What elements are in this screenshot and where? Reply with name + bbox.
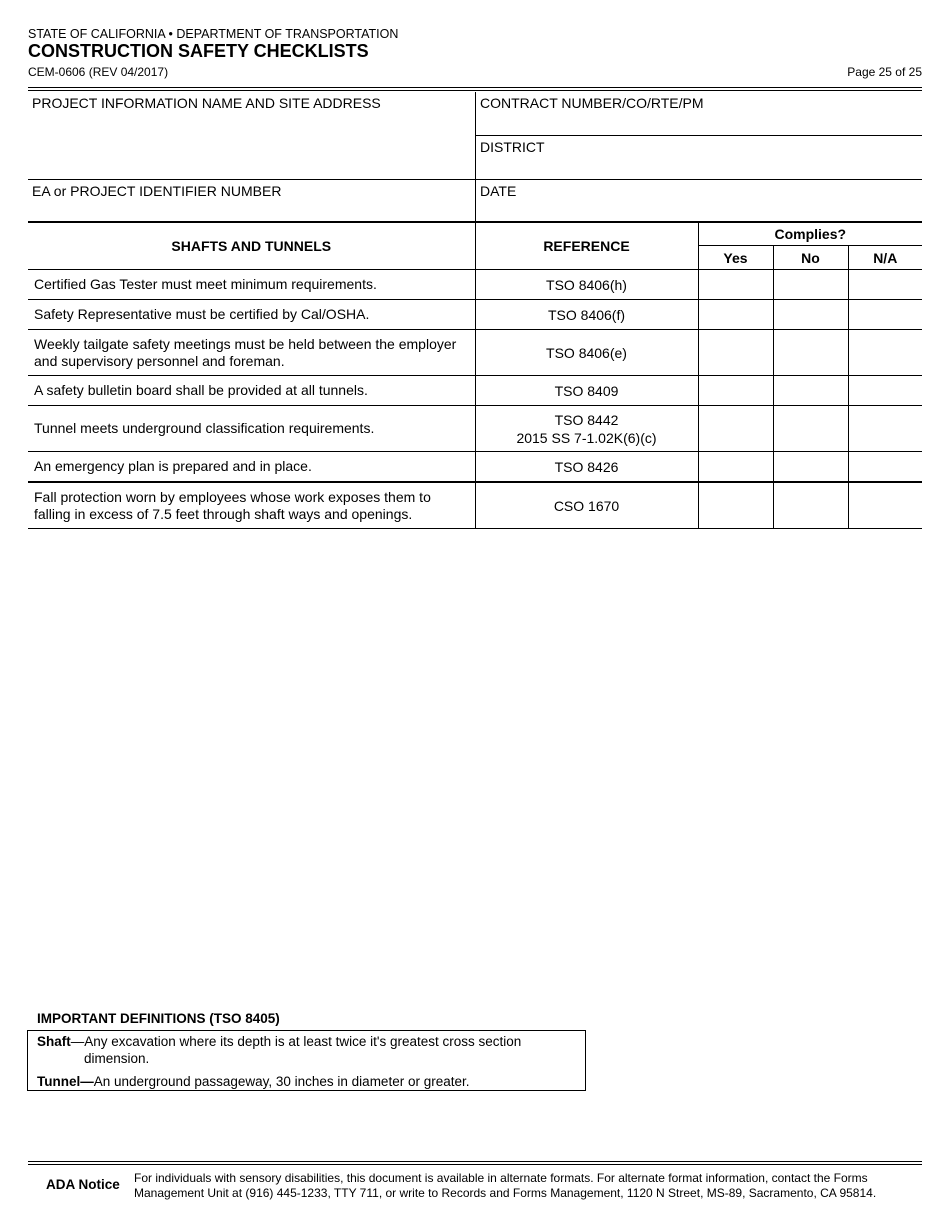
agency-name: STATE OF CALIFORNIA • DEPARTMENT OF TRANSPORTATION [28,27,399,41]
shaft-text: —Any excavation where its depth is at least twice it's greatest cross section [70,1034,522,1049]
ea-identifier-label: EA or PROJECT IDENTIFIER NUMBER [32,183,282,199]
project-info-label: PROJECT INFORMATION NAME AND SITE ADDRESS [32,95,381,111]
checklist-item: An emergency plan is prepared and in place. [28,452,475,483]
yes-checkbox[interactable] [698,300,773,330]
table-row [28,406,922,452]
no-checkbox[interactable] [773,406,848,452]
tunnel-term: Tunnel— [37,1074,94,1089]
definitions-title: IMPORTANT DEFINITIONS (TSO 8405) [37,1011,280,1026]
yes-checkbox[interactable] [698,270,773,300]
no-checkbox[interactable] [773,300,848,330]
no-checkbox[interactable] [773,330,848,376]
reference-text: TSO 8406(e) [546,344,627,361]
page-number: Page 25 of 25 [847,65,922,79]
checklist-item: Safety Representative must be certified by Cal/OSHA. [28,300,475,330]
date-field[interactable] [476,180,923,224]
no-checkbox[interactable] [773,376,848,406]
no-header: No [773,246,848,270]
na-checkbox[interactable] [848,406,922,452]
reference-text: CSO 1670 [553,497,620,514]
contract-number-label: CONTRACT NUMBER/CO/RTE/PM [480,95,704,111]
complies-header: Complies? [698,223,922,246]
table-row [28,300,922,330]
header-divider [28,87,922,91]
reference-cell [475,482,698,529]
table-row [28,482,922,529]
yes-checkbox[interactable] [698,482,773,529]
district-field[interactable] [476,136,923,180]
reference-text-secondary: 2015 SS 7-1.02K(6)(c) [516,429,657,446]
form-title: CONSTRUCTION SAFETY CHECKLISTS [28,41,369,61]
shaft-text-continued: dimension. [84,1051,150,1066]
na-checkbox[interactable] [848,330,922,376]
reference-cell [475,270,698,300]
na-header: N/A [848,246,922,270]
na-checkbox[interactable] [848,300,922,330]
no-checkbox[interactable] [773,452,848,483]
definitions-box [27,1030,586,1091]
reference-cell [475,330,698,376]
checklist-item: Tunnel meets underground classification requirements. [28,406,475,452]
na-checkbox[interactable] [848,482,922,529]
contract-number-field[interactable] [476,92,923,136]
reference-text: TSO 8426 [554,458,619,475]
na-checkbox[interactable] [848,452,922,483]
reference-text: TSO 8406(f) [547,306,626,323]
checklist-table [28,223,922,529]
reference-text: TSO 8442 [554,411,619,428]
section-header: SHAFTS AND TUNNELS [28,223,475,270]
na-checkbox[interactable] [848,376,922,406]
ada-notice-label: ADA Notice [46,1177,120,1192]
ada-notice-text: For individuals with sensory disabilities, this document is available in alternate formats. For alternate format information, contact the Forms Management Unit at (916) 445-1233, TTY 711, or write to Records and Forms Management, 1120 N Street, MS-89, Sacramento, CA 95814. [134,1171,877,1200]
table-row [28,452,922,483]
tunnel-definition [37,1073,469,1090]
checklist-item: Weekly tailgate safety meetings must be held between the employer and supervisory personnel and foreman. [28,330,475,376]
shaft-definition [37,1033,577,1067]
yes-checkbox[interactable] [698,330,773,376]
form-number: CEM-0606 (REV 04/2017) [28,65,169,79]
na-checkbox[interactable] [848,270,922,300]
district-label: DISTRICT [480,139,545,155]
reference-text: TSO 8409 [554,382,619,399]
yes-checkbox[interactable] [698,452,773,483]
tunnel-text: An underground passageway, 30 inches in diameter or greater. [93,1074,470,1089]
footer-divider [28,1161,922,1165]
reference-cell [475,452,698,483]
checklist-item: Certified Gas Tester must meet minimum requirements. [28,270,475,300]
table-row [28,270,922,300]
checklist-item: Fall protection worn by employees whose work exposes them to falling in excess of 7.5 feet through shaft ways and openings. [28,482,475,529]
ea-identifier-field[interactable] [28,180,476,224]
project-info-table [28,92,922,223]
yes-checkbox[interactable] [698,376,773,406]
checklist-item: A safety bulletin board shall be provided at all tunnels. [28,376,475,406]
reference-cell [475,376,698,406]
reference-cell [475,300,698,330]
table-row [28,330,922,376]
yes-checkbox[interactable] [698,406,773,452]
project-info-field[interactable] [28,92,476,180]
no-checkbox[interactable] [773,482,848,529]
table-row [28,376,922,406]
no-checkbox[interactable] [773,270,848,300]
shaft-term: Shaft [37,1034,71,1049]
reference-text: TSO 8406(h) [546,276,627,293]
reference-cell [475,406,698,452]
date-label: DATE [480,183,517,199]
yes-header: Yes [698,246,773,270]
reference-header: REFERENCE [475,223,698,270]
